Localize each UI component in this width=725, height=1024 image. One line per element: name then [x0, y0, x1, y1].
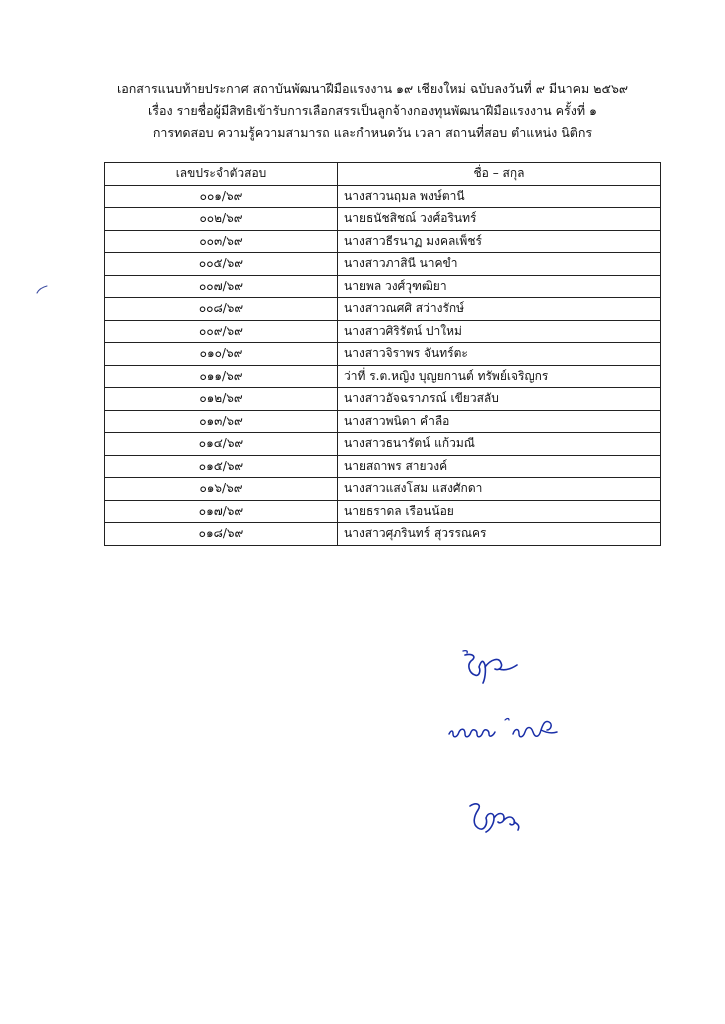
- table-row: [105, 320, 661, 343]
- table-row: [105, 275, 661, 298]
- table-row: [105, 298, 661, 321]
- candidate-table: [104, 162, 661, 546]
- table-row: [105, 253, 661, 276]
- table-row: [105, 230, 661, 253]
- name-cell: นายพล วงศ์วุฑฒิยา: [338, 275, 661, 298]
- exam-id-cell: ๐๑๑/๖๙: [105, 365, 338, 388]
- table-header-row: [105, 163, 661, 186]
- table-row: [105, 388, 661, 411]
- exam-id-cell: ๐๐๒/๖๙: [105, 208, 338, 231]
- name-cell: นางสาวศิริรัตน์ ปาใหม่: [338, 320, 661, 343]
- document-header: [60, 78, 685, 144]
- table-row: [105, 208, 661, 231]
- table-row: [105, 433, 661, 456]
- name-cell: นางสาวอัจฉราภรณ์ เขียวสลับ: [338, 388, 661, 411]
- name-cell: นางสาวธีรนาฏ มงคลเพ็ชร์: [338, 230, 661, 253]
- table-row: [105, 523, 661, 546]
- name-cell: นายสถาพร สายวงค์: [338, 455, 661, 478]
- name-cell: นางสาวธนารัตน์ แก้วมณี: [338, 433, 661, 456]
- name-cell: นางสาวนฤมล พงษ์ตานี: [338, 185, 661, 208]
- table-row: [105, 343, 661, 366]
- table-row: [105, 365, 661, 388]
- table-row: [105, 455, 661, 478]
- exam-id-cell: ๐๑๓/๖๙: [105, 410, 338, 433]
- exam-id-cell: ๐๐๑/๖๙: [105, 185, 338, 208]
- signature-1: [455, 645, 525, 687]
- header-line-3: การทดสอบ ความรู้ความสามารถ และกำหนดวัน เวลา สถานที่สอบ ตำแหน่ง นิติกร: [152, 125, 593, 140]
- name-cell: นายธราดล เรือนน้อย: [338, 500, 661, 523]
- table-row: [105, 478, 661, 501]
- exam-id-cell: ๐๑๒/๖๙: [105, 388, 338, 411]
- exam-id-cell: ๐๑๘/๖๙: [105, 523, 338, 546]
- margin-pen-mark: [34, 284, 50, 298]
- exam-id-cell: ๐๐๗/๖๙: [105, 275, 338, 298]
- name-cell: ว่าที่ ร.ต.หญิง บุญยกานต์ ทรัพย์เจริญกร: [338, 365, 661, 388]
- name-cell: นางสาวแสงโสม แสงศักดา: [338, 478, 661, 501]
- table-row: [105, 500, 661, 523]
- column-header-exam-id: เลขประจำตัวสอบ: [105, 163, 338, 186]
- header-line-1: เอกสารแนบท้ายประกาศ สถาบันพัฒนาฝีมือแรงงาน ๑๙ เชียงใหม่ ฉบับลงวันที่ ๙ มีนาคม ๒๕๖๙: [116, 81, 629, 96]
- exam-id-cell: ๐๑๕/๖๙: [105, 455, 338, 478]
- name-cell: นางสาวพนิดา คำลือ: [338, 410, 661, 433]
- column-header-name: ชื่อ – สกุล: [338, 163, 661, 186]
- name-cell: นางสาวจิราพร จันทร์ตะ: [338, 343, 661, 366]
- exam-id-cell: ๐๐๙/๖๙: [105, 320, 338, 343]
- exam-id-cell: ๐๐๕/๖๙: [105, 253, 338, 276]
- exam-id-cell: ๐๐๓/๖๙: [105, 230, 338, 253]
- name-cell: นางสาวศุภรินทร์ สุวรรณคร: [338, 523, 661, 546]
- exam-id-cell: ๐๑๗/๖๙: [105, 500, 338, 523]
- exam-id-cell: ๐๐๘/๖๙: [105, 298, 338, 321]
- exam-id-cell: ๐๑๖/๖๙: [105, 478, 338, 501]
- header-line-2: เรื่อง รายชื่อผู้มีสิทธิเข้ารับการเลือกสรรเป็นลูกจ้างกองทุนพัฒนาฝีมือแรงงาน ครั้งที่ ๑: [148, 103, 597, 118]
- signature-3: [460, 798, 530, 838]
- exam-id-cell: ๐๑๐/๖๙: [105, 343, 338, 366]
- table-row: [105, 410, 661, 433]
- table-row: [105, 185, 661, 208]
- name-cell: นางสาวภาสินี นาคขำ: [338, 253, 661, 276]
- signature-2: [445, 712, 563, 746]
- name-cell: นางสาวณศศิ สว่างรักษ์: [338, 298, 661, 321]
- exam-id-cell: ๐๑๔/๖๙: [105, 433, 338, 456]
- name-cell: นายธนัชสิชณ์ วงศ์อรินทร์: [338, 208, 661, 231]
